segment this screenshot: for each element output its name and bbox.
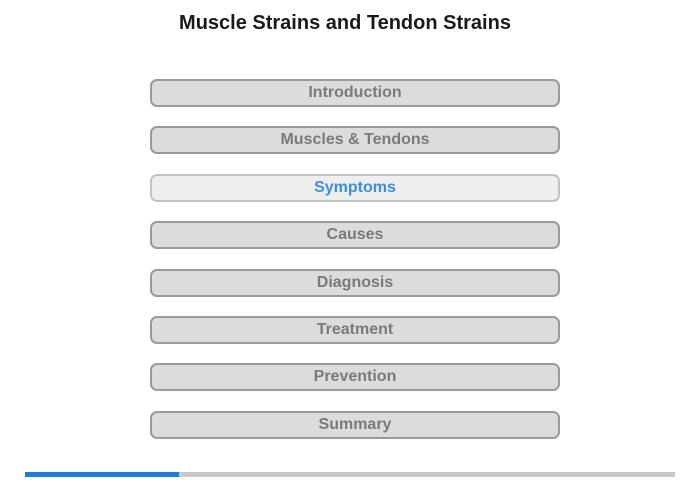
menu-item-treatment[interactable]: Treatment <box>150 316 560 344</box>
menu-item-symptoms[interactable]: Symptoms <box>150 174 560 202</box>
menu-item-causes[interactable]: Causes <box>150 221 560 249</box>
menu-item-diagnosis[interactable]: Diagnosis <box>150 269 560 297</box>
page-title: Muscle Strains and Tendon Strains <box>179 12 511 34</box>
menu-item-prevention[interactable]: Prevention <box>150 363 560 391</box>
menu-item-muscles-tendons[interactable]: Muscles & Tendons <box>150 126 560 154</box>
progress-bar-fill <box>25 472 179 477</box>
menu-item-summary[interactable]: Summary <box>150 411 560 439</box>
menu-item-introduction[interactable]: Introduction <box>150 79 560 107</box>
progress-bar <box>25 472 675 477</box>
section-menu <box>150 79 560 458</box>
